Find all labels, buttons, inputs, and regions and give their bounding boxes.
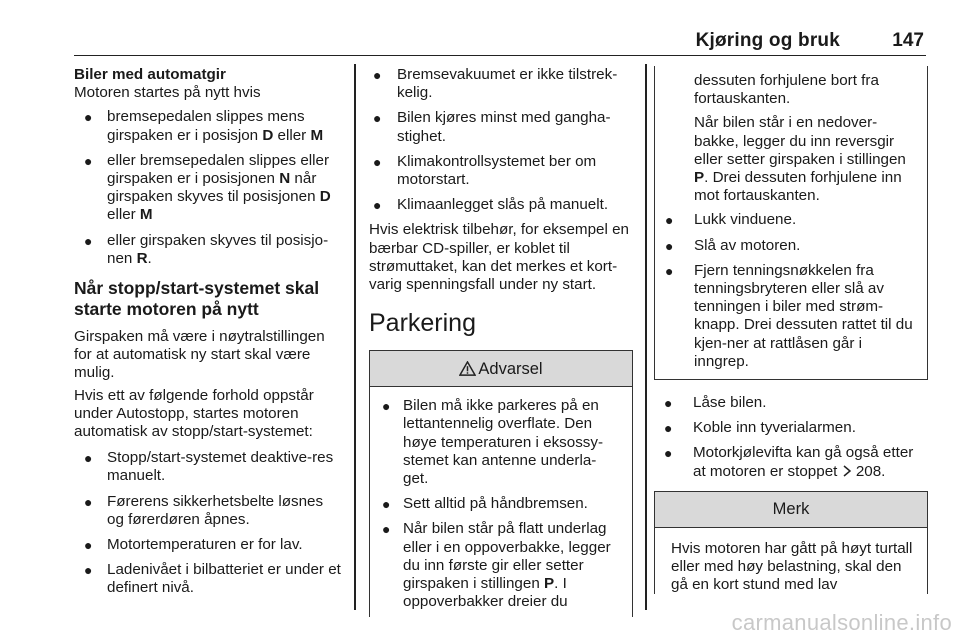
list-item: ● Når bilen står på flatt underlag eller i en oppoverbakke, legger du inn første gir eller setter girspaken i stillingen P. I oppoverbakker dreier du bbox=[382, 520, 611, 611]
paragraph: Hvis elektrisk tilbehør, for eksempel en bærbar CD-spiller, er koblet til strømuttaket, kan det merkes et kort-varig spenningsfall under ny start. bbox=[369, 221, 629, 294]
note-box-header bbox=[655, 492, 927, 528]
subsection-heading: Når stopp/start-systemet skal starte motoren på nytt bbox=[74, 278, 320, 320]
paragraph: dessuten forhjulene bort fra fortauskanten. bbox=[694, 72, 879, 108]
paragraph: Hvis ett av følgende forhold oppstår under Autostopp, startes motoren automatisk av stopp/start-systemet: bbox=[74, 386, 314, 441]
list-item: ● Førerens sikkerhetsbelte løsnes og førerdøren åpnes. bbox=[84, 492, 324, 528]
bullet-list bbox=[74, 108, 342, 268]
warning-box-body bbox=[370, 387, 632, 617]
note-box-body bbox=[655, 528, 927, 595]
section-heading: Biler med automatgir bbox=[74, 66, 226, 83]
list-item: ● Koble inn tyverialarmen. bbox=[664, 419, 856, 437]
list-item: ● Klimaanlegget slås på manuelt. bbox=[373, 196, 609, 214]
paragraph: Når bilen står i en nedover-bakke, legger du inn reversgir eller setter girspaken i stillingen P. Drei dessuten forhjulene inn mot fortauskanten. bbox=[694, 114, 906, 205]
page-header bbox=[74, 24, 926, 56]
bullet-list bbox=[654, 394, 928, 481]
list-item: ● Lukk vinduene. bbox=[665, 211, 797, 229]
warning-triangle-icon bbox=[459, 361, 476, 376]
column-left bbox=[74, 66, 342, 605]
column-middle bbox=[369, 66, 633, 617]
list-item: ● Klimakontrollsystemet ber om motorstart. bbox=[373, 152, 597, 189]
warning-title: Advarsel bbox=[478, 359, 543, 378]
list-item: ● eller girspaken skyves til posisjo-nen R. bbox=[84, 231, 329, 267]
bullet-list bbox=[369, 66, 633, 214]
list-item: ● Motorkjølevifta kan gå også etter at motoren er stoppet 208. bbox=[664, 444, 914, 480]
list-item: ● bremsepedalen slippes mens girspaken er i posisjon D eller M bbox=[84, 108, 324, 144]
warning-box bbox=[369, 350, 633, 617]
list-item: ● Slå av motoren. bbox=[665, 236, 801, 254]
list-item: ● Ladenivået i bilbatteriet er under et definert nivå. bbox=[84, 561, 341, 597]
list-item: ● Bremsevakuumet er ikke tilstrek-kelig. bbox=[373, 66, 618, 102]
list-item: ● eller bremsepedalen slippes eller girspaken er i posisjonen N når girspaken skyves til posisjonen D eller M bbox=[84, 151, 331, 224]
note-title: Merk bbox=[772, 500, 810, 519]
bullet-list bbox=[370, 397, 620, 611]
list-item: ● Låse bilen. bbox=[664, 394, 767, 412]
column-divider bbox=[645, 64, 647, 610]
page-number: 147 bbox=[892, 30, 924, 51]
list-item: ● Stopp/start-systemet deaktive-res manuelt. bbox=[84, 449, 334, 485]
column-right bbox=[654, 66, 928, 598]
warning-box-header bbox=[370, 351, 632, 387]
note-text: Hvis motoren har gått på høyt turtall eller med høy belastning, skal den gå en kort stund med lav bbox=[671, 539, 913, 594]
note-box bbox=[654, 491, 928, 595]
page-reference-arrow-icon bbox=[842, 465, 852, 477]
bullet-list bbox=[74, 449, 342, 597]
list-item: ● Fjern tenningsnøkkelen fra tenningsbryteren eller slå av tenningen i biler med strøm-knapp. Drei dessuten rattet til du kjen-ner at rattlåsen går i inngrep. bbox=[665, 261, 913, 370]
paragraph: Girspaken må være i nøytralstillingen for at automatisk ny start skal være mulig. bbox=[74, 328, 325, 382]
list-item: ● Sett alltid på håndbremsen. bbox=[382, 495, 588, 513]
page-reference[interactable]: 208. bbox=[855, 462, 886, 480]
bullet-list bbox=[655, 211, 917, 371]
chapter-title: Kjøring og bruk bbox=[695, 30, 840, 51]
warning-box-continued bbox=[654, 66, 928, 380]
list-item: ● Motortemperaturen er for lav. bbox=[84, 536, 303, 554]
list-item: ● Bilen kjøres minst med gangha-stighet. bbox=[373, 109, 611, 145]
column-divider bbox=[354, 64, 356, 610]
paragraph: Motoren startes på nytt hvis bbox=[74, 84, 261, 102]
section-title: Parkering bbox=[369, 309, 476, 338]
watermark: carmanualsonline.info bbox=[731, 610, 952, 635]
list-item: ● Bilen må ikke parkeres på en lettantennelig overflate. Den høye temperaturen i eksossy-stemet kan antenne underla-get. bbox=[382, 397, 604, 488]
